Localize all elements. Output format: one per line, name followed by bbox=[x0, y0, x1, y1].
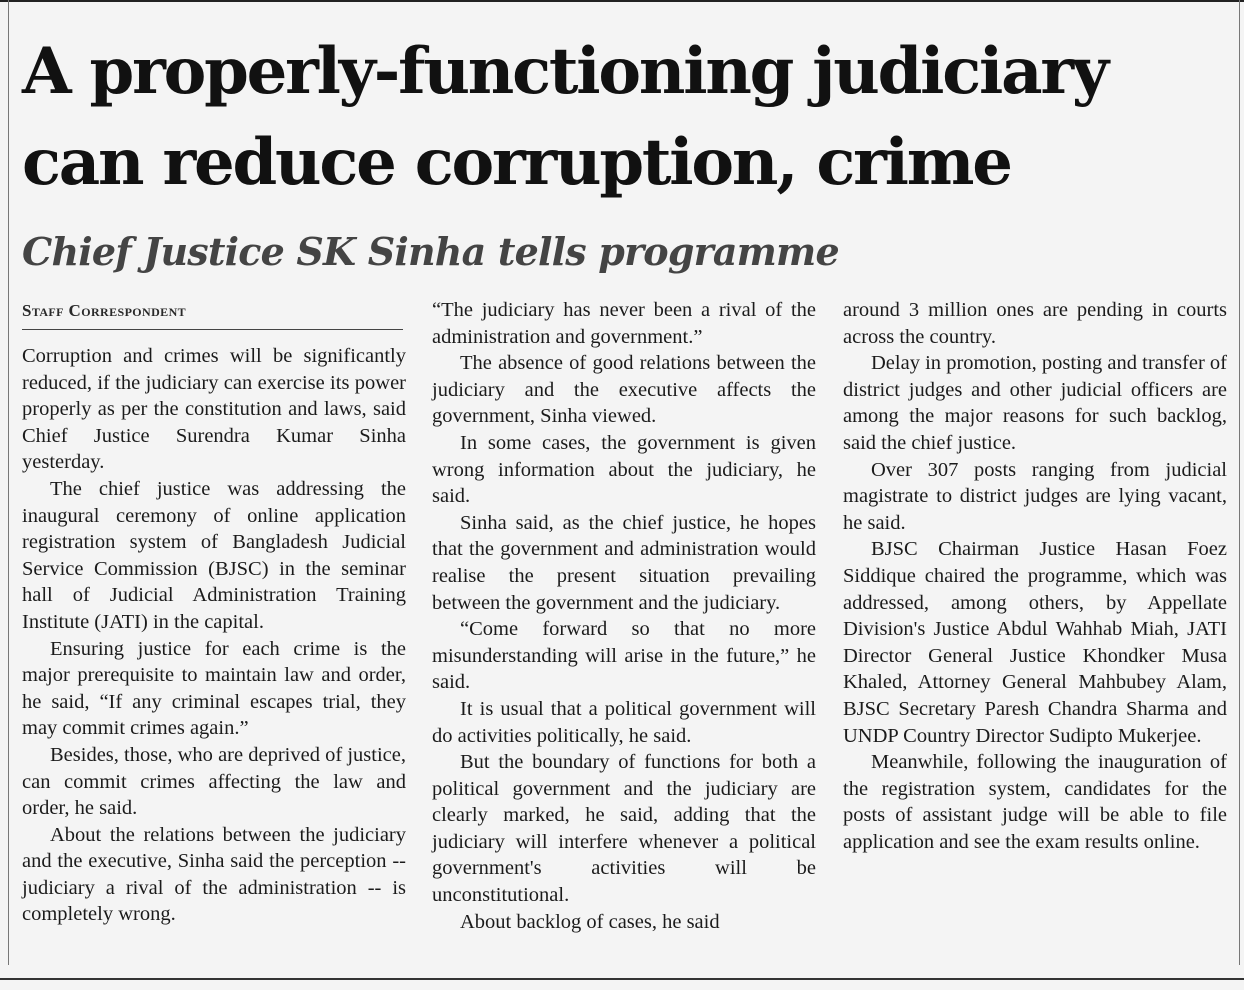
paragraph: “The judiciary has never been a rival of the administration and government.” bbox=[432, 299, 816, 348]
bottom-rule bbox=[0, 978, 1244, 980]
paragraph: About the relations between the judiciary and the executive, Sinha said the perception -- judiciary a rival of the administration -- is completely wrong. bbox=[22, 823, 406, 926]
subheadline: Chief Justice SK Sinha tells programme bbox=[22, 229, 839, 274]
top-rule bbox=[0, 0, 1244, 2]
paragraph: The absence of good relations between the judiciary and the executive affects the government, Sinha viewed. bbox=[432, 352, 816, 428]
paragraph: Delay in promotion, posting and transfer of district judges and other judicial officers are among the major reasons for such backlog, said the chief justice. bbox=[843, 352, 1227, 454]
article-column-2 bbox=[432, 297, 816, 935]
paragraph: Ensuring justice for each crime is the major prerequisite to maintain law and order, he said, “If any criminal escapes trial, they may commit crimes again.” bbox=[22, 637, 406, 740]
article-column-3 bbox=[843, 297, 1227, 855]
paragraph: In some cases, the government is given wrong information about the judiciary, he said. bbox=[432, 431, 816, 508]
paragraph: Meanwhile, following the inauguration of the registration system, candidates for the posts of assistant judge will be able to file application and see the exam results online. bbox=[843, 751, 1227, 853]
paragraph: “Come forward so that no more misunderstanding will arise in the future,” he said. bbox=[432, 618, 816, 694]
paragraph: Besides, those, who are deprived of justice, can commit crimes affecting the law and order, he said. bbox=[22, 743, 406, 820]
left-rule bbox=[8, 0, 9, 965]
article-column-1 bbox=[22, 343, 406, 928]
paragraph: Over 307 posts ranging from judicial magistrate to district judges are lying vacant, he said. bbox=[843, 458, 1227, 534]
byline-rule bbox=[22, 329, 403, 330]
paragraph: around 3 million ones are pending in courts across the country. bbox=[843, 299, 1227, 348]
paragraph: Corruption and crimes will be significantly reduced, if the judiciary can exercise its power properly as per the constitution and laws, said Chief Justice Surendra Kumar Sinha yesterday. bbox=[22, 345, 406, 474]
paragraph: It is usual that a political government will do activities politically, he said. bbox=[432, 697, 816, 747]
byline: Staff Correspondent bbox=[22, 301, 187, 320]
paragraph: The chief justice was addressing the inaugural ceremony of online application registration system of Bangladesh Judicial Service Commission (BJSC) in the seminar hall of Judicial Administration Training Institute (JATI) in the capital. bbox=[22, 477, 406, 633]
paragraph: Sinha said, as the chief justice, he hopes that the government and administration would realise the present situation prevailing between the government and the judiciary. bbox=[432, 511, 816, 614]
paragraph: About backlog of cases, he said bbox=[460, 910, 720, 933]
paragraph: BJSC Chairman Justice Hasan Foez Siddique chaired the programme, which was addressed, among others, by Appellate Division's Justice Abdul Wahhab Miah, JATI Director General Justice Khondker Musa Khaled, Attorney General Mahbubey Alam, BJSC Secretary Paresh Chandra Sharma and UNDP Country Director Sudipto Mukerjee. bbox=[843, 538, 1227, 747]
right-rule bbox=[1239, 0, 1240, 965]
headline: A properly-functioning judiciary can reduce corruption, crime bbox=[22, 34, 1107, 200]
paragraph: But the boundary of functions for both a political government and the judiciary are clearly marked, he said, adding that the judiciary will interfere whenever a political government's activities will be unconstitutional. bbox=[432, 751, 816, 907]
